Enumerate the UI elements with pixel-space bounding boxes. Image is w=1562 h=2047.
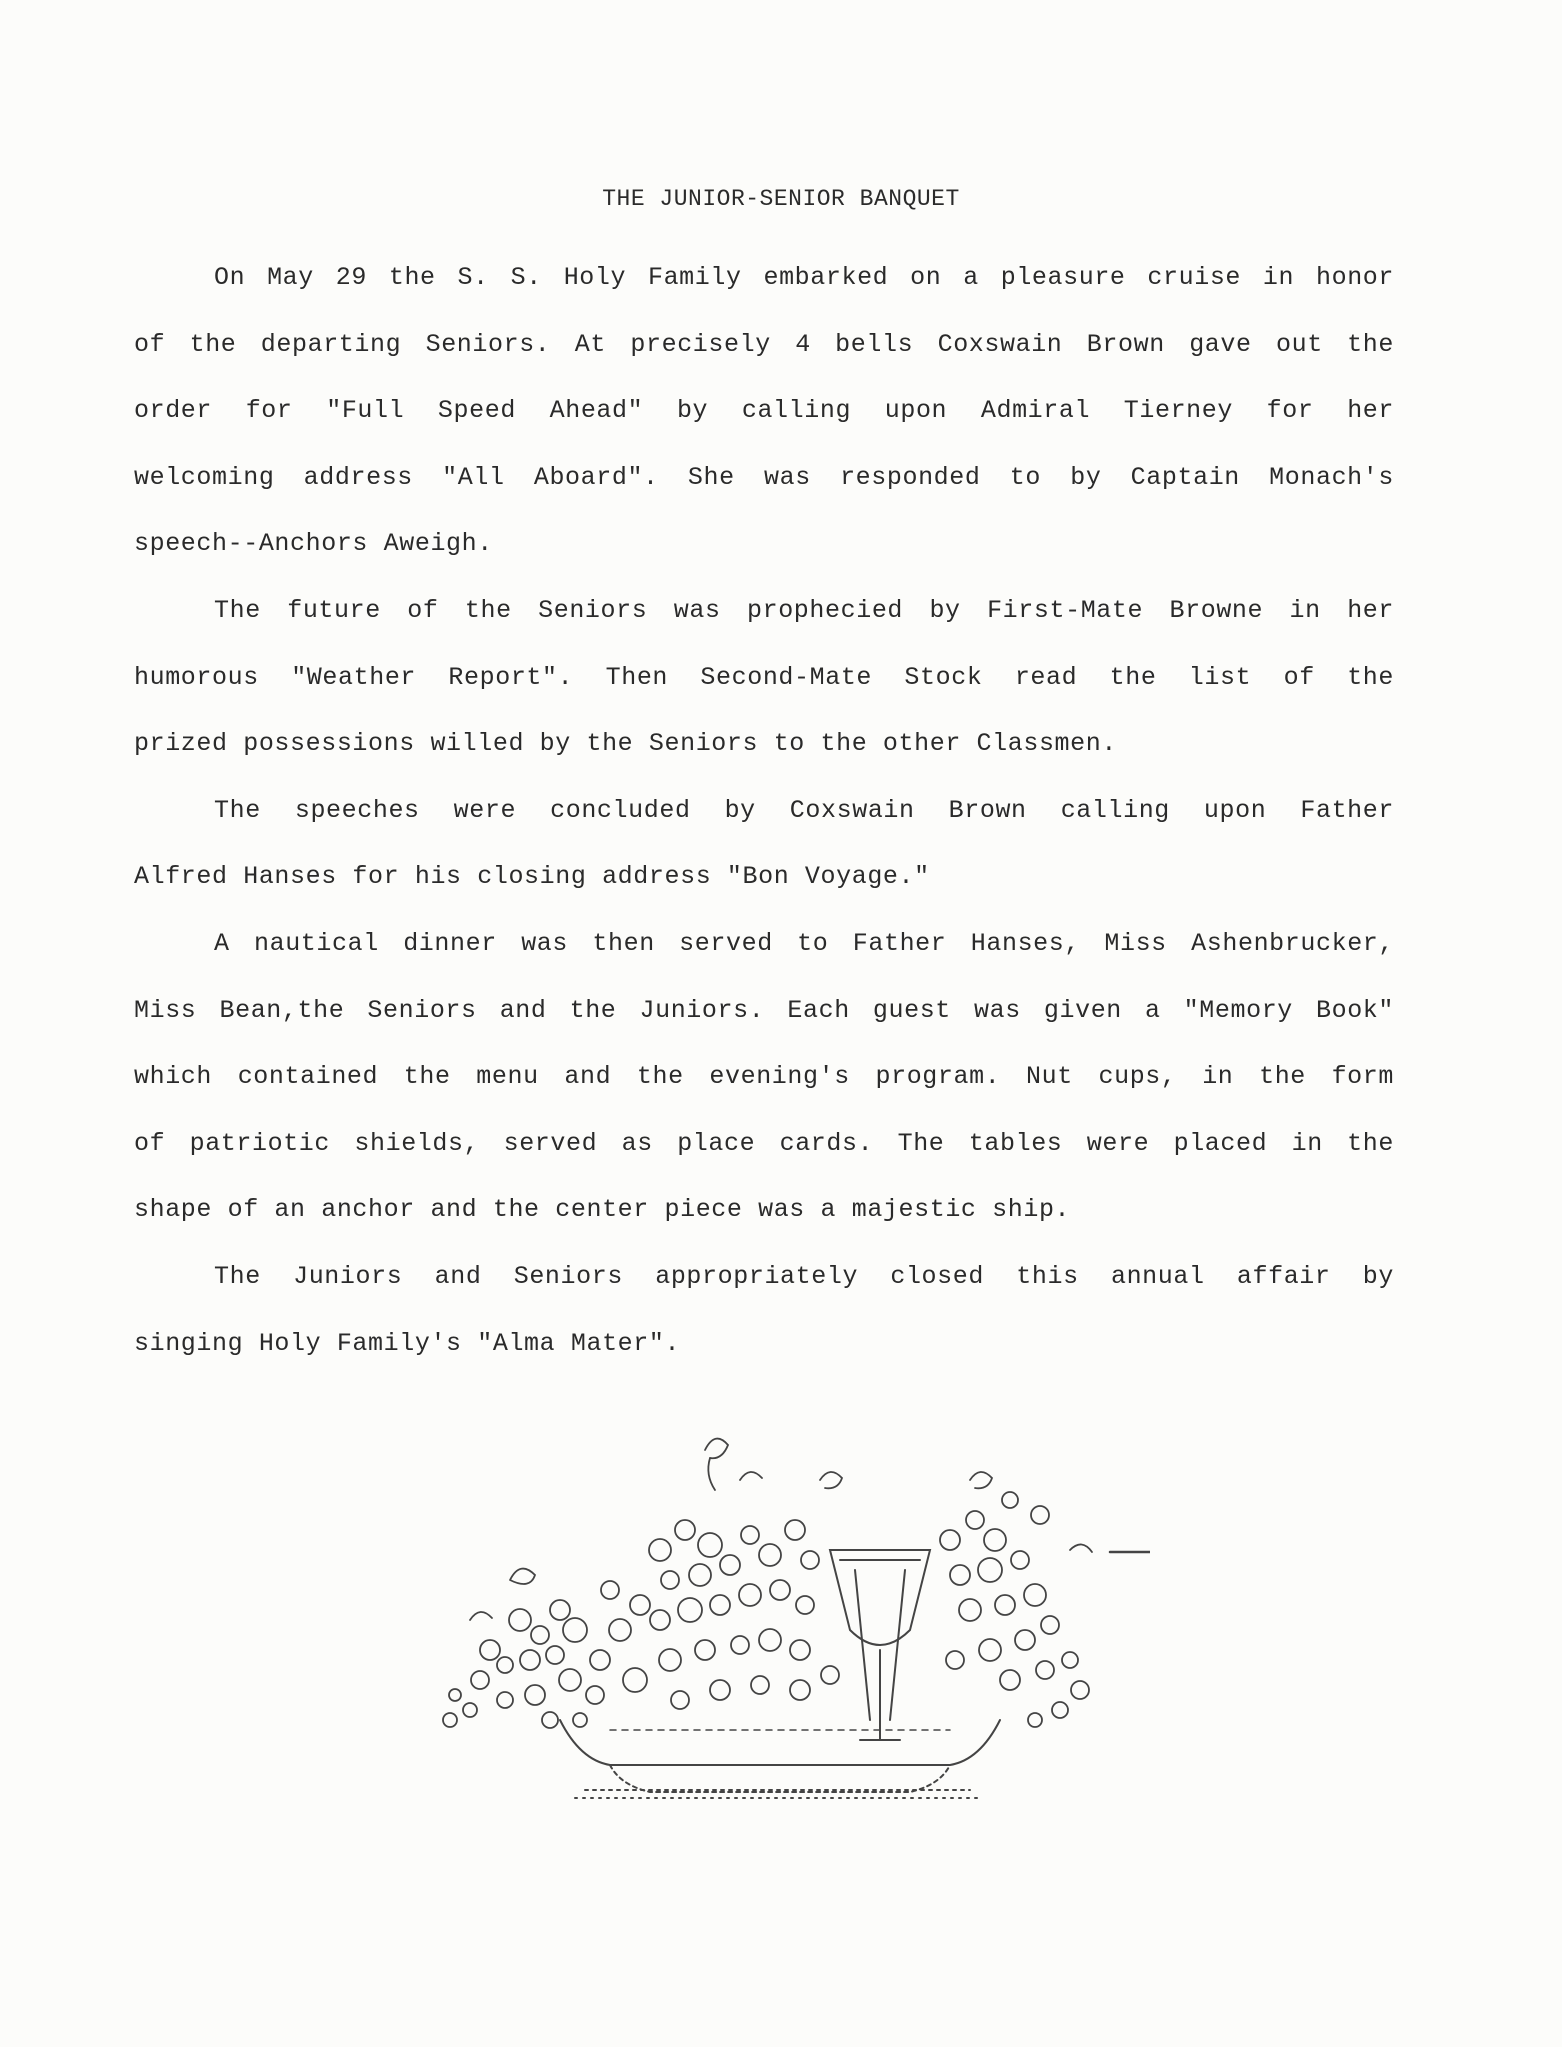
text-line: singing Holy Family's "Alma Mater". bbox=[134, 1328, 681, 1358]
text-line: The Juniors and Seniors appropriately closed this annual affair by bbox=[214, 1261, 1394, 1291]
text-line: which contained the menu and the evening's program. Nut cups, in the form bbox=[134, 1062, 1394, 1092]
text-line: shape of an anchor and the center piece was a majestic ship. bbox=[134, 1195, 1071, 1225]
text-line: Miss Bean,the Seniors and the Juniors. Each guest was given a "Memory Book" bbox=[134, 995, 1394, 1025]
text-line: prized possessions willed by the Seniors to the other Classmen. bbox=[134, 729, 1117, 759]
text-line: A nautical dinner was then served to Father Hanses, Miss Ashenbrucker, bbox=[214, 928, 1394, 958]
body-text bbox=[134, 245, 1394, 1377]
text-line: On May 29 the S. S. Holy Family embarked on a pleasure cruise in honor bbox=[214, 263, 1394, 292]
page-title: THE JUNIOR-SENIOR BANQUET bbox=[602, 186, 960, 212]
text-line: of the departing Seniors. At precisely 4 bells Coxswain Brown gave out the bbox=[134, 329, 1394, 359]
text-line: welcoming address "All Aboard". She was responded to by Captain Monach's bbox=[134, 462, 1394, 492]
text-line: humorous "Weather Report". Then Second-Mate Stock read the list of the bbox=[134, 662, 1394, 692]
text-line: The speeches were concluded by Coxswain Brown calling upon Father bbox=[214, 795, 1394, 825]
text-line: The future of the Seniors was prophecied by First-Mate Browne in her bbox=[214, 595, 1394, 625]
text-line: of patriotic shields, served as place cards. The tables were placed in the bbox=[134, 1128, 1394, 1158]
text-line: order for "Full Speed Ahead" by calling upon Admiral Tierney for her bbox=[134, 396, 1394, 426]
text-line: speech--Anchors Aweigh. bbox=[134, 529, 493, 559]
flower-basket-icon bbox=[410, 1420, 1150, 1830]
text-line: Alfred Hanses for his closing address "Bon Voyage." bbox=[134, 862, 930, 892]
